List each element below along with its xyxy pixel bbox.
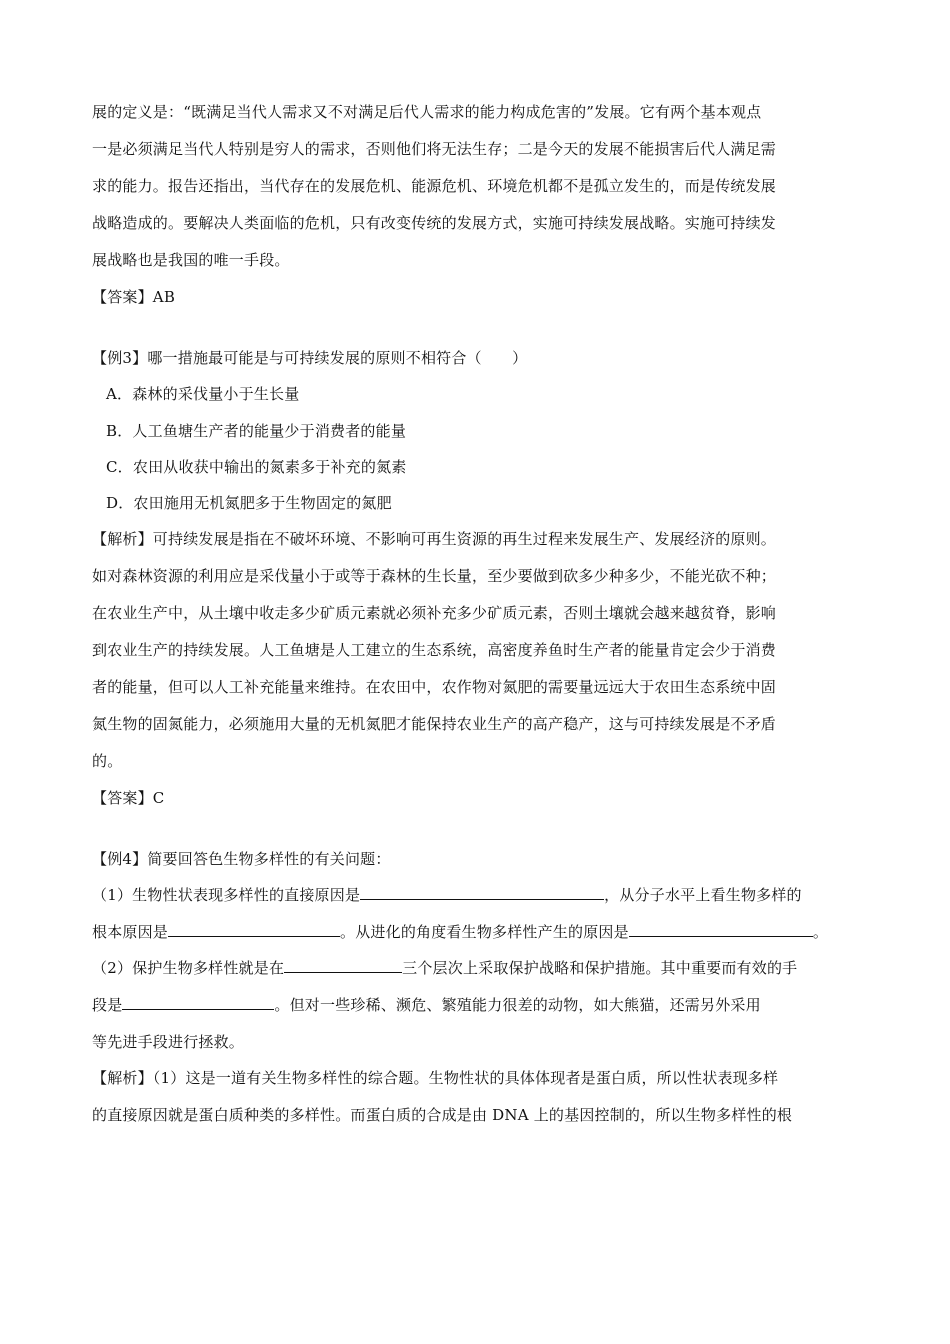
q2-text-d: 。但对一些珍稀、濒危、繁殖能力很差的动物，如大熊猫，还需另外采用 (274, 996, 761, 1014)
example3-analysis-4: 到农业生产的持续发展。人工鱼塘是人工建立的生态系统，高密度养鱼时生产者的能量肯定会少于消费 (92, 641, 777, 659)
example4-analysis-1: 【解析】（1）这是一道有关生物多样性的综合题。生物性状的具体体现者是蛋白质，所以性状表现多样 (92, 1069, 779, 1087)
intro-line-2: 一是必须满足当代人特别是穷人的需求，否则他们将无法生存；二是今天的发展不能损害后代人满足需 (92, 140, 777, 158)
q2-text-b: 三个层次上采取保护战略和保护措施。其中重要而有效的手 (402, 959, 798, 977)
example4-q1-line-1 (92, 884, 860, 906)
q1-text-b: ，从分子水平上看生物多样的 (604, 886, 802, 904)
example3-analysis-7: 的。 (92, 752, 123, 770)
answer-blank[interactable] (168, 922, 340, 937)
example3-question: 【例3】哪一措施最可能是与可持续发展的原则不相符合（ ） (92, 349, 528, 367)
answer-blank[interactable] (360, 885, 604, 900)
example3-analysis-1: 【解析】可持续发展是指在不破坏环境、不影响可再生资源的再生过程来发展生产、发展经济的原则。 (92, 530, 777, 548)
q1-text-c: 根本原因是 (92, 923, 169, 941)
example4-q2-line-1 (92, 957, 860, 979)
q2-text-a: （2）保护生物多样性就是在 (92, 959, 285, 977)
q1-text-d: 。从进化的角度看生物多样性产生的原因是 (340, 923, 629, 941)
intro-line-5: 展战略也是我国的唯一手段。 (92, 251, 290, 269)
answer-blank[interactable] (284, 958, 402, 973)
intro-answer: 【答案】AB (92, 288, 176, 306)
example3-option-c: C．农田从收获中输出的氮素多于补充的氮素 (106, 458, 407, 476)
q2-text-c: 段是 (92, 996, 123, 1014)
example3-answer: 【答案】C (92, 789, 165, 807)
example3-analysis-5: 者的能量，但可以人工补充能量来维持。在农田中，农作物对氮肥的需要量远远大于农田生态系统中固 (92, 678, 777, 696)
example3-option-b: B．人工鱼塘生产者的能量少于消费者的能量 (106, 422, 407, 440)
example3-option-d: D．农田施用无机氮肥多于生物固定的氮肥 (106, 494, 392, 512)
example3-analysis-3: 在农业生产中，从土壤中收走多少矿质元素就必须补充多少矿质元素，否则土壤就会越来越贫脊，影响 (92, 604, 777, 622)
example4-q2-line-2 (92, 994, 860, 1016)
example3-analysis-2: 如对森林资源的利用应是采伐量小于或等于森林的生长量，至少要做到砍多少种多少，不能光砍不种； (92, 567, 777, 585)
intro-line-3: 求的能力。报告还指出，当代存在的发展危机、能源危机、环境危机都不是孤立发生的，而是传统发展 (92, 177, 777, 195)
answer-blank[interactable] (122, 995, 274, 1010)
example4-question: 【例4】简要回答色生物多样性的有关问题： (92, 850, 391, 868)
example4-q2-line-3: 等先进手段进行拯救。 (92, 1033, 245, 1051)
example3-analysis-6: 氮生物的固氮能力，必须施用大量的无机氮肥才能保持农业生产的高产稳产，这与可持续发展是不矛盾 (92, 715, 777, 733)
intro-line-4: 战略造成的。要解决人类面临的危机，只有改变传统的发展方式，实施可持续发展战略。实施可持续发 (92, 214, 777, 232)
answer-blank[interactable] (629, 922, 813, 937)
example4-q1-line-2 (92, 921, 860, 943)
q1-text-a: （1）生物性状表现多样性的直接原因是 (92, 886, 361, 904)
example3-option-a: A．森林的采伐量小于生长量 (106, 385, 300, 403)
intro-line-1: 展的定义是：“既满足当代人需求又不对满足后代人需求的能力构成危害的”发展。它有两个基本观点 (92, 103, 762, 121)
q1-text-e: 。 (812, 923, 829, 941)
example4-analysis-2: 的直接原因就是蛋白质种类的多样性。而蛋白质的合成是由 DNA 上的基因控制的，所以生物多样性的根 (92, 1106, 793, 1124)
